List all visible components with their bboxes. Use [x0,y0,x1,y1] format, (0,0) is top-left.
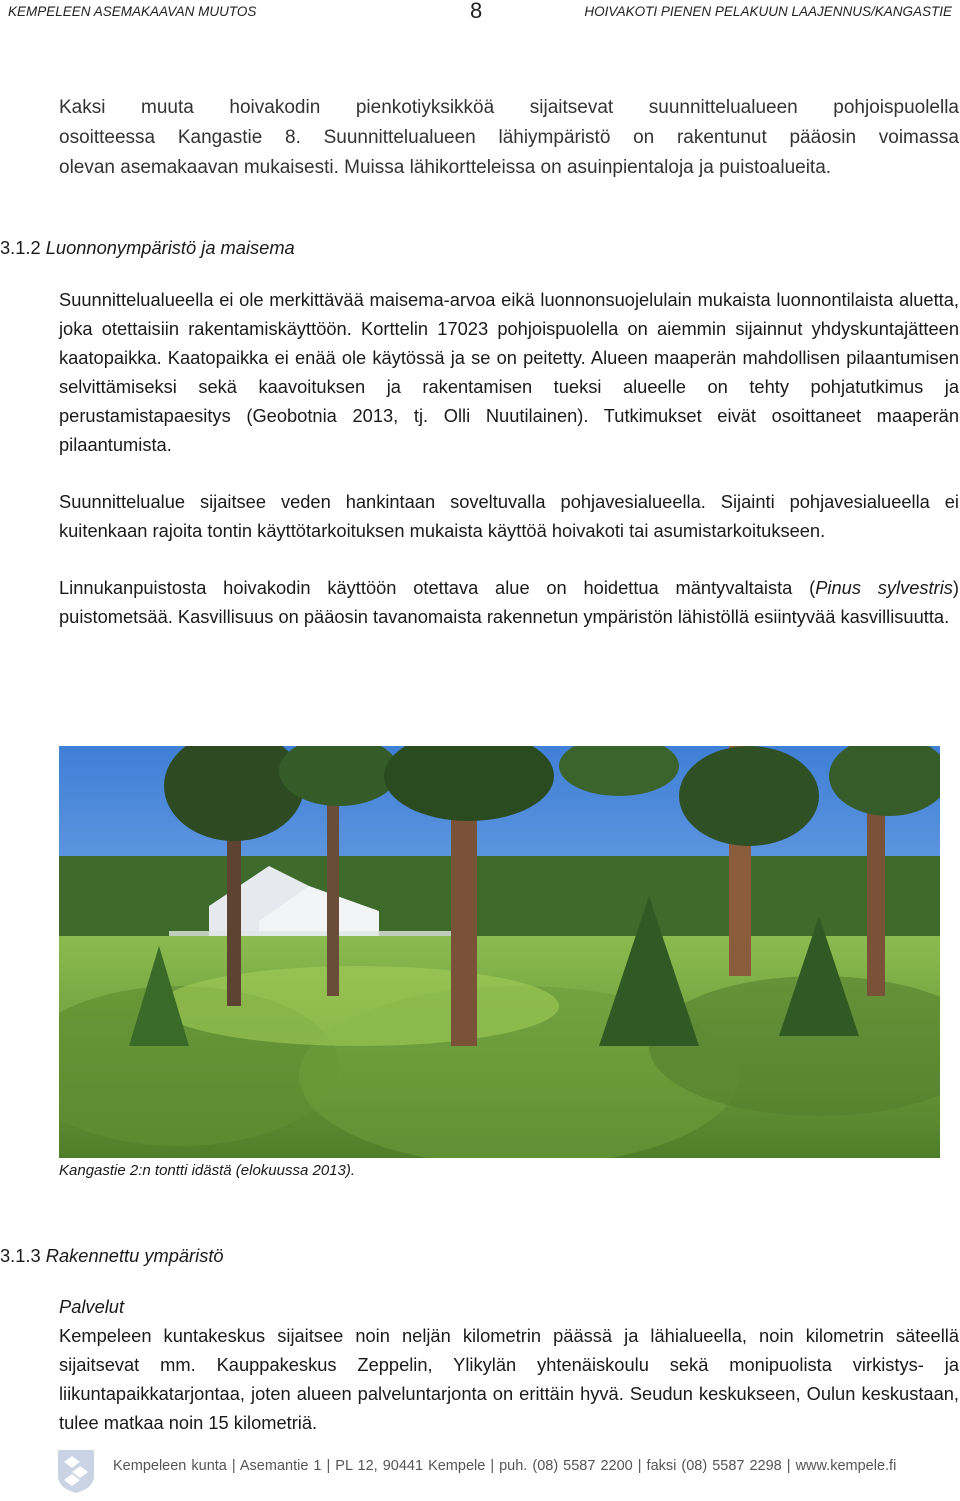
vegetation-text-end: ) puistometsää. Kasvillisuus on pääosin tavanomaista rakennetun ympäristön lähistöllä esiintyvää kasvillisuutta. [59,577,959,627]
intro-line-1: Kaksi muuta hoivakodin pienkotiyksikköä sijaitsevat suunnittelualueen pohjoispuolella [59,97,959,118]
section-title: Luonnonympäristö ja maisema [45,237,295,258]
section-3-1-2-body [59,285,959,631]
page-number: 8 [470,0,483,23]
footer-contact-info: Kempeleen kunta | Asemantie 1 | PL 12, 90441 Kempele | puh. (08) 5587 2200 | faksi (08) 5587 2298 | www.kempele.fi [113,1458,897,1474]
paragraph-services: Kempeleen kuntakeskus sijaitsee noin neljän kilometrin päässä ja lähialueella, noin kilometrin säteellä sijaitsevat mm. Kauppakeskus Zeppelin, Ylikylän yhtenäiskoulu sekä monipuolista virkistys- ja liikuntapaikkatarjontaa, joten alueen palveluntarjonta on erittäin hyvä. Seudun keskukseen, Oulun keskustaan, tulee matkaa noin 15 kilometriä. [59,1325,959,1433]
latin-species-name: Pinus sylvestris [815,577,953,598]
page-header [0,0,960,28]
section-heading-3-1-3 [0,1245,224,1267]
section-3-1-3-body [59,1292,959,1437]
section-number: 3.1.3 [0,1245,41,1266]
intro-line-3: olevan asemakaavan mukaisesti. Muissa lähikortteleissa on asuinpientaloja ja puistoalueita. [59,157,832,178]
section-heading-3-1-2 [0,237,295,259]
photo-caption: Kangastie 2:n tontti idästä (elokuussa 2013). [59,1162,356,1179]
forest-scene-illustration [59,746,940,1158]
paragraph-groundwater: Suunnittelualue sijaitsee veden hankintaan soveltuvalla pohjavesialueella. Sijainti pohjavesialueella ei kuitenkaan rajoita tontin käyttötarkoituksen mukaista käyttöä hoivakoti tai asumistarkoitukseen. [59,491,959,541]
municipality-logo-icon [56,1448,96,1494]
intro-paragraph [59,93,959,183]
site-photo [59,746,940,1158]
section-number: 3.1.2 [0,237,41,258]
paragraph-landscape: Suunnittelualueella ei ole merkittävää maisema-arvoa eikä luonnonsuojelulain mukaista luonnontilaista aluetta, joka otettaisiin rakentamiskäyttöön. Korttelin 17023 pohjoispuolella on aiemmin sijainnut yhdyskuntajätteen kaatopaikka. Kaatopaikka ei enää ole käytössä ja se on peitetty. Alueen maaperän mahdollisen pilaantumisen selvittämiseksi sekä kaavoituksen ja rakentamisen tueksi alueelle on tehty pohjatutkimus ja perustamistapaesitys (Geobotnia 2013, tj. Olli Nuutilainen). Tutkimukset eivät osoittaneet maaperän pilaantumista. [59,289,959,455]
header-project-title: HOIVAKOTI PIENEN PELAKUUN LAAJENNUS/KANGASTIE [584,4,952,19]
paragraph-vegetation [59,573,959,631]
intro-line-2: osoitteessa Kangastie 8. Suunnittelualueen lähiympäristö on rakentunut pääosin voimassa [59,127,959,148]
section-title: Rakennettu ympäristö [45,1245,224,1266]
header-document-title: KEMPELEEN ASEMAKAAVAN MUUTOS [8,4,257,19]
page-footer [0,1438,960,1501]
vegetation-text-start: Linnukanpuistosta hoivakodin käyttöön otettava alue on hoidettua mäntyvaltaista ( [59,577,816,598]
subheading-services: Palvelut [59,1296,125,1317]
